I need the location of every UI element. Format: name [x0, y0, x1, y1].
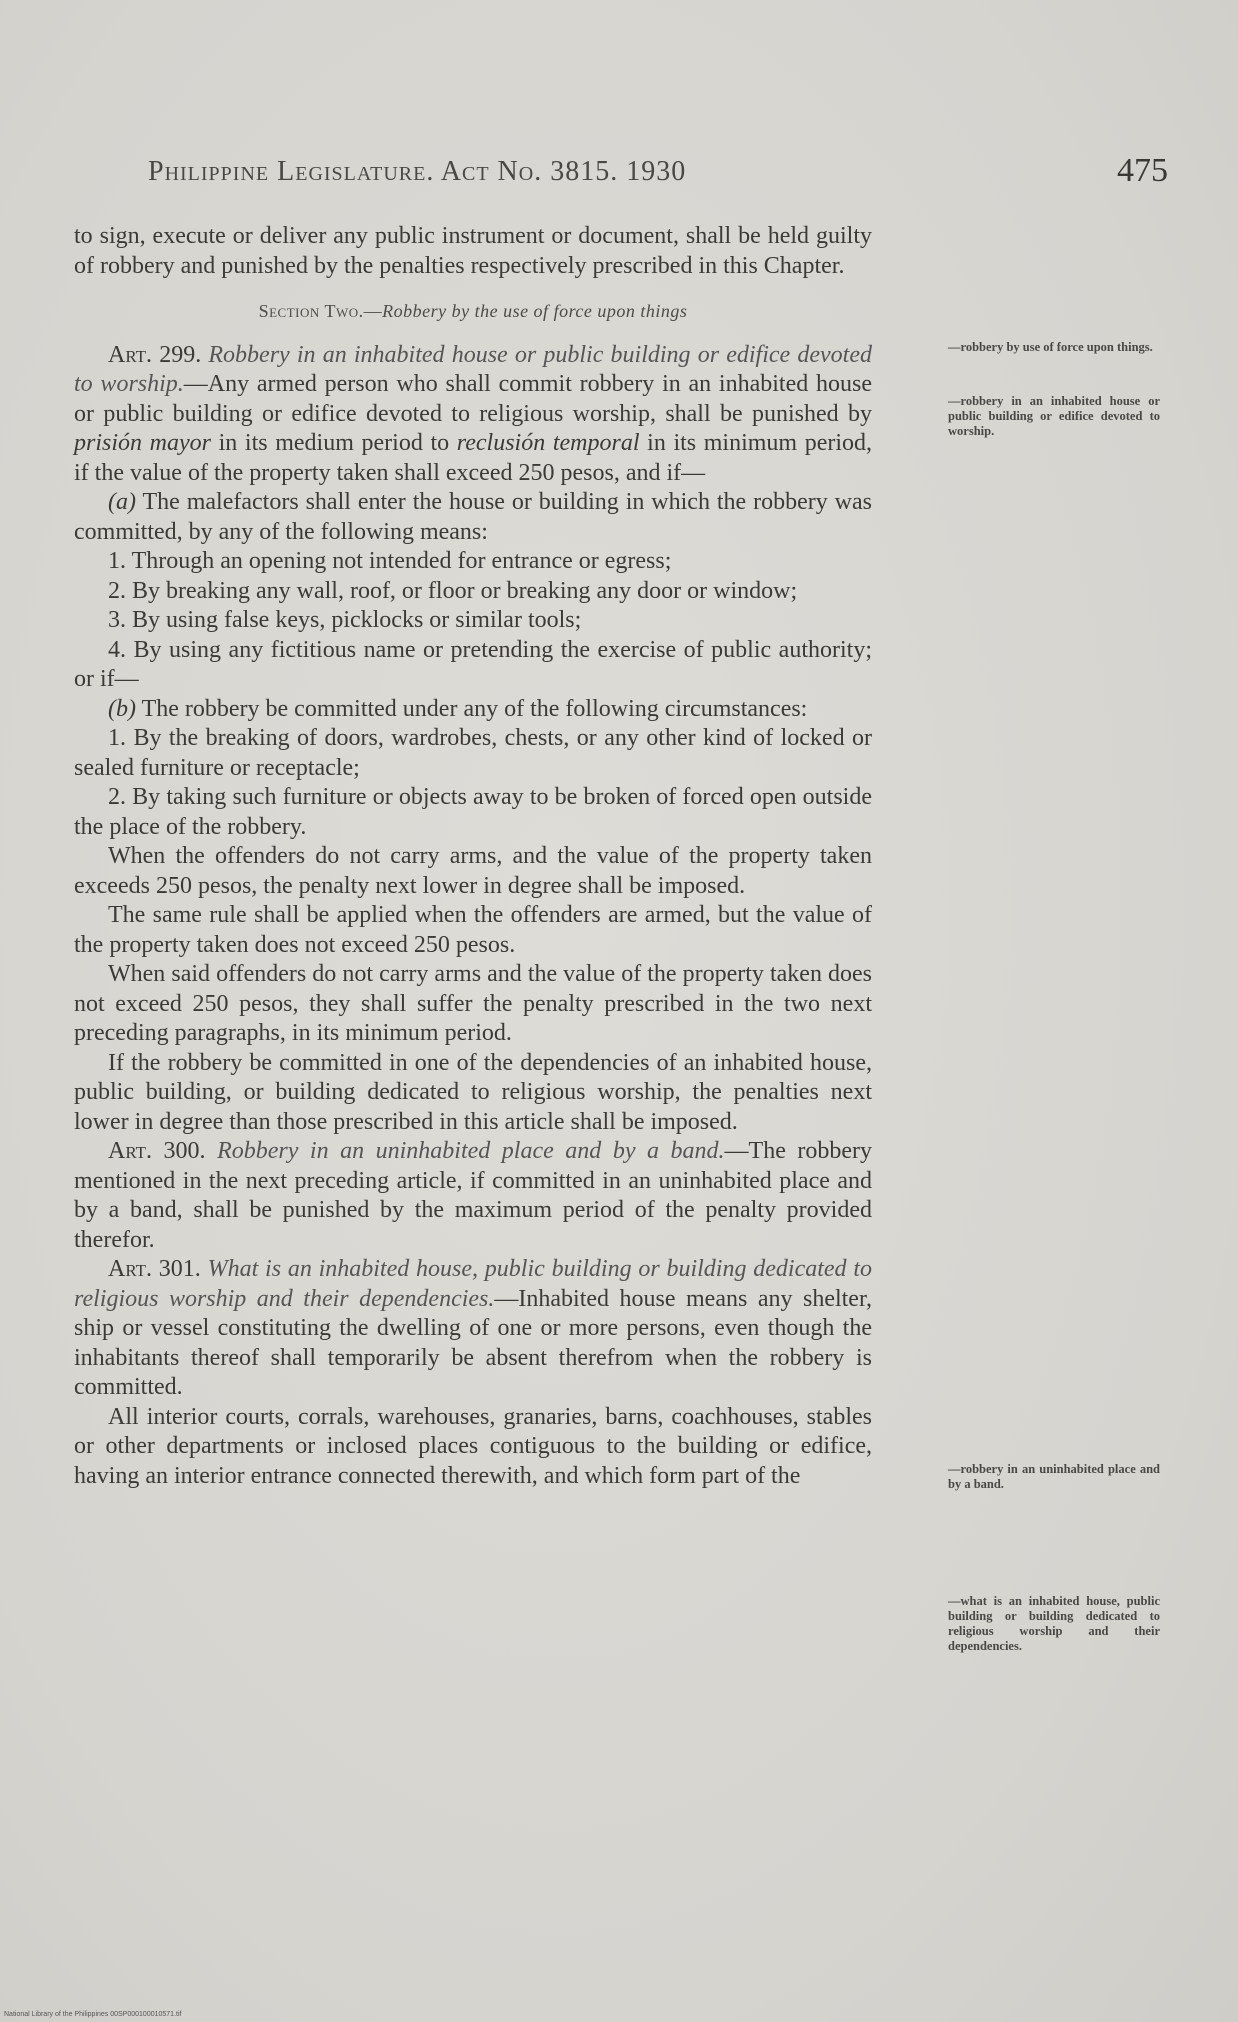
clause-a-1: 1. Through an opening not intended for entrance or egress; — [108, 548, 672, 574]
clause-b: (b) The robbery be committed under any of the following circumstances: — [108, 695, 808, 722]
margin-note-section-two: —robbery by use of force upon things. — [948, 340, 1153, 354]
margin-note-art-300: —robbery in an uninhabited place and by a band. — [948, 1462, 1160, 1491]
clause-a-2: 2. By breaking any wall, roof, or floor or breaking any door or window; — [108, 577, 798, 604]
article-300: Art. 300. Robbery in an uninhabited place and by a band.—The robbery mentioned in the next preceding article, if committed in an uninhabited place and by a band, shall be punished by the maximum period of the penalty provided therefor. — [74, 1138, 873, 1253]
paragraph-unarmed: When the offenders do not carry arms, and the value of the property taken exceeds 250 pesos, the penalty next lower in degree shall be imposed. — [74, 843, 872, 899]
running-head: Philippine Legislature. Act No. 3815. 1930 — [148, 156, 687, 187]
page-header — [148, 152, 1168, 192]
paragraph-continuation: to sign, execute or deliver any public instrument or document, shall be held guilty of robbery and punished by the penalties respectively prescribed in this Chapter. — [74, 223, 872, 279]
clause-b-1: 1. By the breaking of doors, wardrobes, chests, or any other kind of locked or sealed furniture or receptacle; — [74, 725, 872, 781]
clause-a-3: 3. By using false keys, picklocks or similar tools; — [108, 607, 582, 633]
paragraph-when-said: When said offenders do not carry arms and the value of the property taken does not exceed 250 pesos, they shall suffer the penalty prescribed in the two next preceding paragraphs, in its minimum period. — [74, 961, 872, 1046]
margin-note-art-299: —robbery in an inhabited house or public building or edifice devoted to worship. — [948, 394, 1160, 438]
paragraph-interior: All interior courts, corrals, warehouses, granaries, barns, coachhouses, stables or other departments or inclosed places contiguous to the building or edifice, having an interior entrance connected therewith, and which form part of the — [74, 1403, 872, 1489]
page-number: 475 — [1117, 152, 1168, 189]
margin-note-art-301: —what is an inhabited house, public building or building dedicated to religious worship and their dependencies. — [948, 1594, 1160, 1653]
clause-a-4: 4. By using any fictitious name or pretending the exercise of public authority; or if— — [74, 636, 872, 692]
body-text — [74, 222, 1160, 1653]
paragraph-dependencies: If the robbery be committed in one of the dependencies of an inhabited house, public building, or building dedicated to religious worship, the penalties next lower in degree than those prescribed in this article shall be imposed. — [74, 1049, 872, 1135]
article-301: Art. 301. What is an inhabited house, public building or building dedicated to religious worship and their dependencies.—Inhabited house means any shelter, ship or vessel constituting the dwelling of one or more persons, even though the inhabitants thereof shall temporarily be absent therefrom when the robbery is committed. — [74, 1256, 872, 1400]
paragraph-same-rule: The same rule shall be applied when the offenders are armed, but the value of the property taken does not exceed 250 pesos. — [74, 902, 872, 958]
scan-credit: National Library of the Philippines 00SP000100010571.tif — [4, 2011, 182, 2018]
clause-b-2: 2. By taking such furniture or objects away to be broken of forced open outside the place of the robbery. — [74, 784, 872, 840]
section-heading: Section Two.—Robbery by the use of force upon things — [258, 301, 688, 321]
clause-a: (a) The malefactors shall enter the house or building in which the robbery was committed, by any of the following means: — [74, 489, 872, 545]
article-299: Art. 299. Robbery in an inhabited house or public building or edifice devoted to worship.—Any armed person who shall commit robbery in an inhabited house or public building or edifice devoted to religious worship, shall be punished by prisión mayor in its medium period to reclusión temporal in its minimum period, if the value of the property taken shall exceed 250 pesos, and if— — [74, 341, 873, 486]
